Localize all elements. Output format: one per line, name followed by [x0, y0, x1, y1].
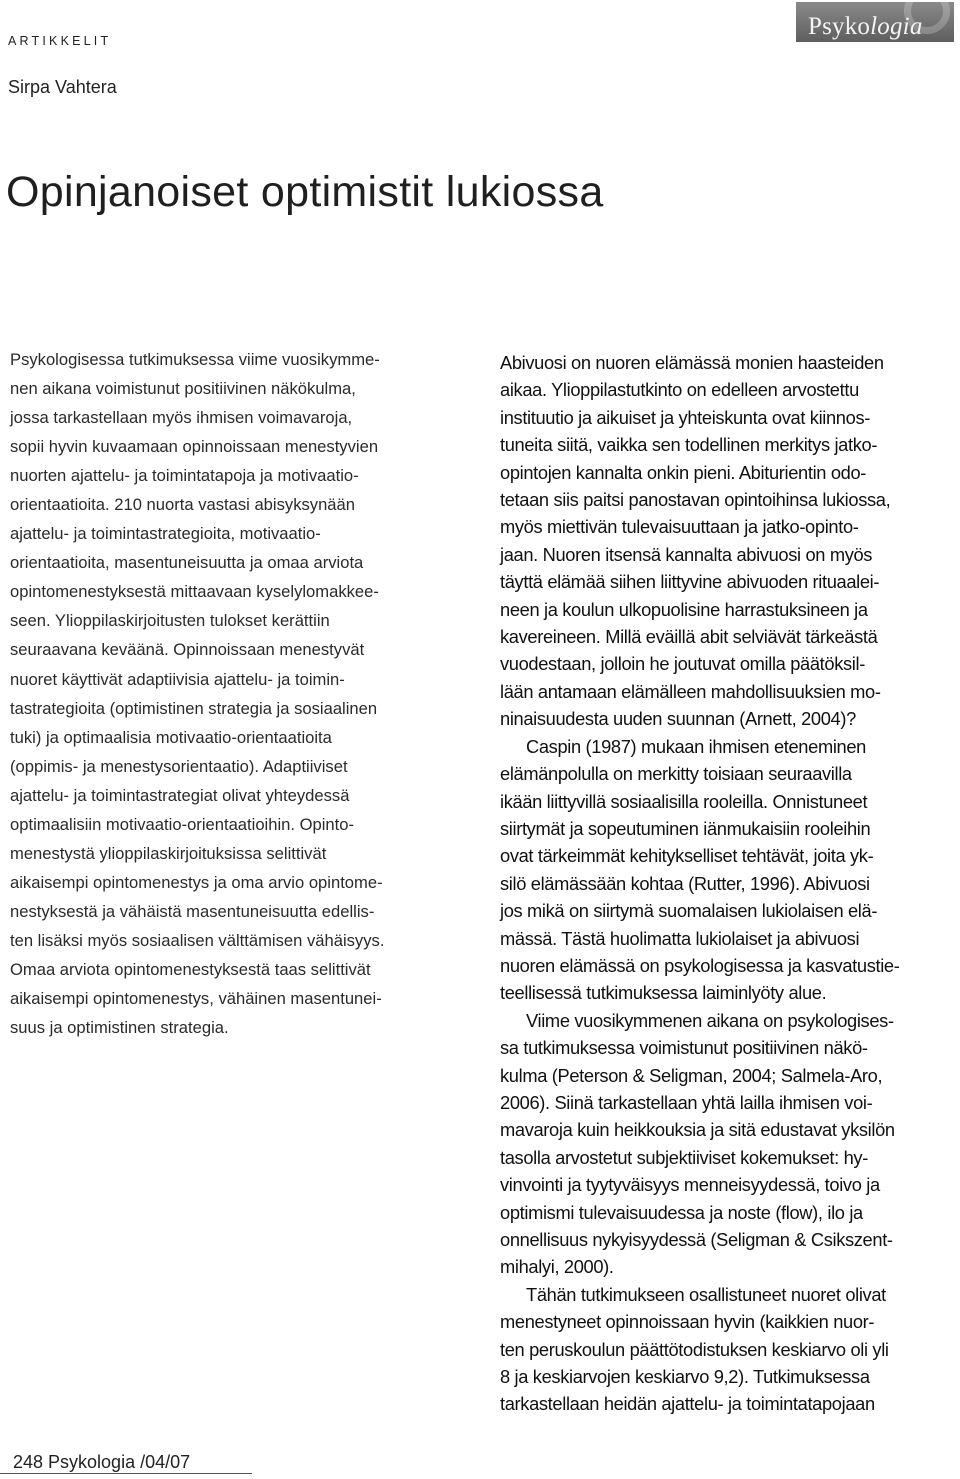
body-line: aikaa. Ylioppilastutkinto on edelleen arvostettu [500, 379, 859, 401]
logo-wordmark [808, 13, 923, 41]
body-line: Caspin (1987) mukaan ihmisen eteneminen [526, 735, 866, 757]
abstract-line: Omaa arviota opintomenestyksestä taas selittivät [10, 959, 371, 979]
abstract-line: nuoret käyttivät adaptiivisia ajattelu- ja toimin- [10, 669, 345, 689]
body-line: täyttä elämää siihen liittyvine abivuoden rituaalei- [500, 571, 880, 593]
body-line: kulma (Peterson & Seligman, 2004; Salmela-Aro, [500, 1064, 883, 1086]
body-line: lään antamaan elämälleen mahdollisuuksien mo- [500, 680, 881, 702]
body-line: menestyneet opinnoissaan hyvin (kaikkien nuor- [500, 1311, 875, 1333]
journal-logo [796, 2, 954, 42]
body-line: optimismi tulevaisuudessa ja noste (flow), ilo ja [500, 1201, 863, 1223]
body-line: 8 ja keskiarvojen keskiarvo 9,2). Tutkimuksessa [500, 1366, 870, 1388]
body-line: ovat tärkeimmät kehitykselliset tehtävät, joita yk- [500, 845, 874, 867]
body-line: tetaan siis paitsi panostavan opintoihinsa lukiossa, [500, 489, 891, 511]
body-line: siirtymät ja sopeutuminen iänmukaisiin rooleihin [500, 817, 871, 839]
section-label: ARTIKKELIT [8, 34, 112, 48]
body-line: onnellisuus nykyisyydessä (Seligman & Csikszent- [500, 1229, 893, 1250]
abstract-line: jossa tarkastellaan myös ihmisen voimavaroja, [10, 408, 353, 428]
body-line: elämänpolulla on merkitty toisiaan seuraavilla [500, 763, 852, 785]
body-line: vinvointi ja tyytyväisyys menneisyydessä, toivo ja [500, 1174, 880, 1196]
body-line: kavereineen. Millä eväillä abit selviävät tärkeästä [500, 626, 878, 648]
abstract-line: ajattelu- ja toimintastrategiat olivat yhteydessä [10, 785, 350, 805]
body-line: silö elämässään kohtaa (Rutter, 1996). Abivuosi [500, 872, 870, 894]
abstract-line: ajattelu- ja toimintastrategioita, motivaatio- [10, 524, 321, 544]
body-line: mihalyi, 2000). [500, 1256, 614, 1278]
abstract-line: tuki) ja optimaalisia motivaatio-orientaatioita [10, 727, 332, 747]
body-line: Tähän tutkimukseen osallistuneet nuoret olivat [526, 1283, 886, 1305]
abstract-line: orientaatioita, masentuneisuutta ja omaa arviota [10, 553, 364, 573]
abstract-line: ten lisäksi myös sosiaalisen välttämisen vähäisyys. [10, 930, 385, 950]
abstract-line: nuorten ajattelu- ja toimintatapoja ja motivaatio- [10, 466, 359, 486]
abstract [10, 345, 470, 1042]
body-line: jos mikä on siirtymä suomalaisen lukiolaisen elä- [500, 900, 878, 922]
abstract-line: nestyksestä ja vähäistä masentuneisuutta edellis- [10, 901, 375, 921]
abstract-line: aikaisempi opintomenestys, vähäinen masentunei- [10, 989, 382, 1009]
abstract-line: opintomenestyksestä mittaavaan kyselylomakkee- [10, 582, 379, 602]
logo-wordmark-main: Psyko [808, 13, 871, 40]
abstract-line: suus ja optimistinen strategia. [10, 1018, 229, 1038]
body-line: opintojen kannalta onkin pieni. Abiturientin odo- [500, 461, 867, 483]
page-footer: 248 Psykologia /04/07 [13, 1452, 191, 1472]
body-line: ninaisuudesta uuden suunnan (Arnett, 2004)? [500, 708, 856, 730]
abstract-line: nen aikana voimistunut positiivinen näkökulma, [10, 379, 356, 399]
body-line: neen ja koulun ulkopuolisine harrastuksineen ja [500, 598, 868, 620]
body-line: mässä. Tästä huolimatta lukiolaiset ja abivuosi [500, 927, 860, 949]
body-column [500, 349, 958, 1418]
body-line: ten peruskoulun päättötodistuksen keskiarvo oli yli [500, 1338, 889, 1360]
author-name: Sirpa Vahtera [8, 77, 117, 97]
body-line: vuodestaan, jolloin he joutuvat omilla päätöksil- [500, 653, 865, 675]
body-line: Abivuosi on nuoren elämässä monien haasteiden [500, 352, 884, 373]
body-line: myös miettivän tulevaisuuttaan ja jatko-opinto- [500, 516, 859, 538]
article-title: Opinjanoiset optimistit lukiossa [6, 168, 604, 216]
body-line: nuoren elämässä on psykologisessa ja kasvatustie- [500, 954, 900, 976]
body-line: sa tutkimuksessa voimistunut positiivinen näkö- [500, 1037, 868, 1059]
abstract-line: (oppimis- ja menestysorientaatio). Adaptiiviset [10, 756, 348, 776]
body-line: ikään liittyvillä sosiaalisilla rooleilla. Onnistuneet [500, 790, 868, 812]
abstract-line: seen. Ylioppilaskirjoitusten tulokset kerättiin [10, 611, 330, 631]
body-line: tarkastellaan heidän ajattelu- ja toimintatapojaan [500, 1393, 875, 1415]
abstract-line: optimaalisiin motivaatio-orientaatioihin. Opinto- [10, 814, 355, 834]
body-line: teellisessä tutkimuksessa laiminlyöty alue. [500, 982, 827, 1004]
abstract-line: orientaatioita. 210 nuorta vastasi abisyksynään [10, 495, 355, 515]
abstract-line: seuraavana keväänä. Opinnoissaan menestyvät [10, 640, 365, 660]
body-line: instituutio ja aikuiset ja yhteiskunta ovat kiinnos- [500, 406, 870, 428]
abstract-line: Psykologisessa tutkimuksessa viime vuosikymme- [10, 350, 380, 369]
body-line: mavaroja kuin heikkouksia ja sitä edustavat yksilön [500, 1119, 895, 1141]
footer-rule [0, 1473, 252, 1474]
abstract-line: tastrategioita (optimistinen strategia ja sosiaalinen [10, 698, 378, 718]
body-line: tasolla arvostetut subjektiiviset kokemukset: hy- [500, 1146, 868, 1168]
body-line: tuneita siitä, vaikka sen todellinen merkitys jatko- [500, 434, 878, 456]
abstract-line: aikaisempi opintomenestys ja oma arvio opintome- [10, 872, 383, 892]
abstract-line: menestystä ylioppilaskirjoituksissa selittivät [10, 843, 327, 863]
logo-wordmark-italic: logia [870, 13, 923, 40]
body-line: jaan. Nuoren itsensä kannalta abivuosi on myös [500, 543, 873, 565]
body-line: 2006). Siinä tarkastellaan yhtä lailla ihmisen voi- [500, 1091, 873, 1113]
abstract-line: sopii hyvin kuvaamaan opinnoissaan menestyvien [10, 437, 379, 457]
body-line: Viime vuosikymmenen aikana on psykologises- [526, 1009, 894, 1031]
